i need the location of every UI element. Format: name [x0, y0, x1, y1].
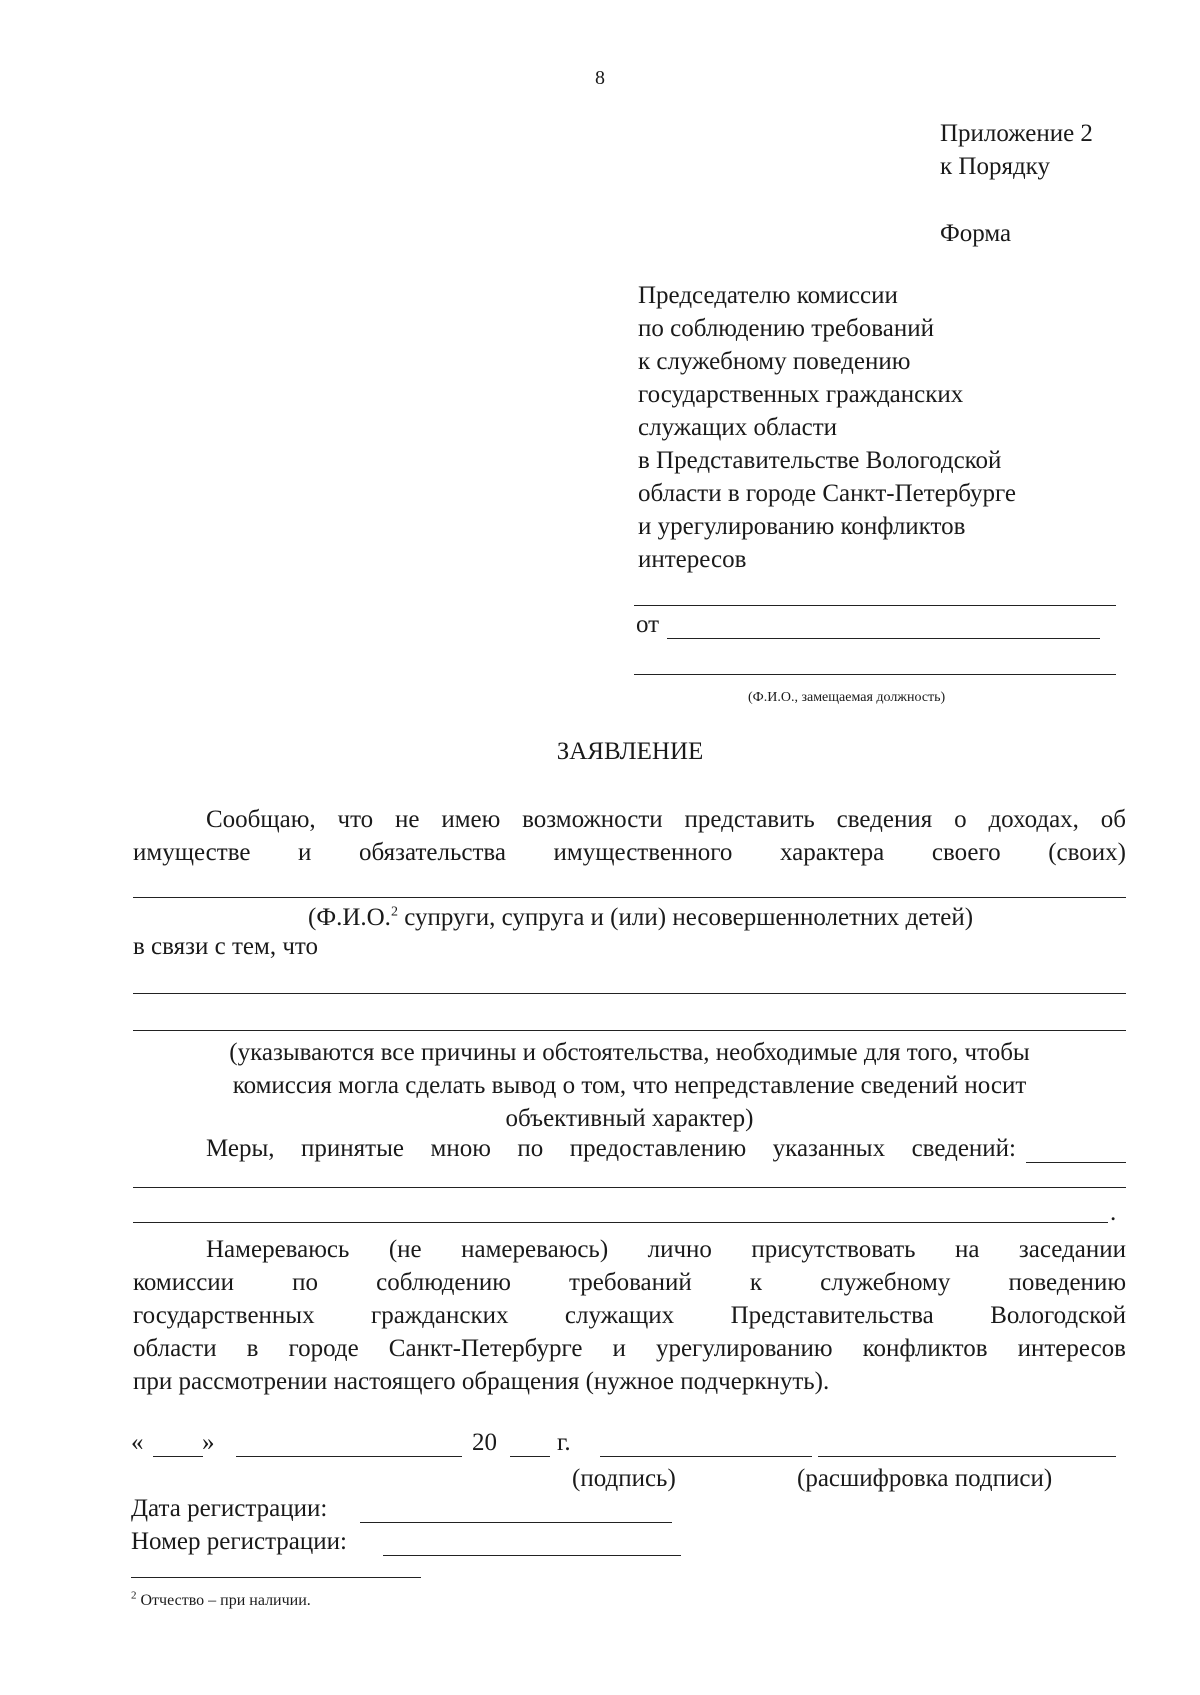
signature-caption: (подпись)	[572, 1465, 676, 1492]
reasons-line-1[interactable]	[133, 993, 1126, 994]
addressee-line: служащих области	[638, 414, 838, 441]
footnote-separator	[131, 1577, 421, 1578]
addressee-line: интересов	[638, 546, 747, 573]
fio-position-caption: (Ф.И.О., замещаемая должность)	[748, 690, 946, 705]
addressee-line: по соблюдению требований	[638, 315, 934, 342]
page-number: 8	[595, 67, 605, 89]
intent-line-2: комиссии по соблюдению требований к служебному поведению	[133, 1269, 1126, 1296]
measures-period: .	[1110, 1199, 1117, 1226]
intent-line-3: государственных гражданских служащих Представительства Вологодской	[133, 1302, 1126, 1329]
from-fio-line[interactable]	[667, 638, 1100, 639]
appendix-line-1: Приложение 2	[940, 120, 1093, 147]
fio-caption-part: супруги, супруга и (или) несовершеннолетних детей)	[397, 904, 974, 931]
addressee-blank-line-1[interactable]	[634, 605, 1116, 606]
addressee-blank-line-2[interactable]	[634, 674, 1116, 675]
date-month-line[interactable]	[236, 1456, 462, 1457]
date-quote-open: «	[131, 1429, 144, 1456]
spouse-fio-line[interactable]	[133, 897, 1126, 898]
date-year-line[interactable]	[510, 1456, 550, 1457]
addressee-line: в Представительстве Вологодской	[638, 447, 1002, 474]
date-day-line[interactable]	[153, 1456, 203, 1457]
signature-line[interactable]	[600, 1456, 812, 1457]
paragraph-1-line-2: имуществе и обязательства имущественного характера своего (своих)	[133, 839, 1126, 866]
footnote-text: Отчество – при наличии.	[136, 1592, 311, 1609]
form-label: Форма	[940, 220, 1012, 247]
document-title: ЗАЯВЛЕНИЕ	[556, 738, 704, 765]
addressee-line: области в городе Санкт-Петербурге	[638, 480, 1017, 507]
reg-date-line[interactable]	[360, 1522, 672, 1523]
paragraph-1-line-1: Сообщаю, что не имею возможности представить сведения о доходах, об	[206, 806, 1126, 833]
date-quote-close: »	[202, 1429, 215, 1456]
reg-number-label: Номер регистрации:	[131, 1528, 347, 1555]
year-suffix: г.	[557, 1429, 571, 1456]
measures-line-0[interactable]	[1026, 1162, 1126, 1163]
from-label: от	[636, 611, 660, 638]
addressee-line: государственных гражданских	[638, 381, 964, 408]
intent-line-4: области в городе Санкт-Петербурге и урегулированию конфликтов интересов	[133, 1335, 1126, 1362]
year-prefix: 20	[472, 1429, 497, 1456]
reasons-caption-line: комиссия могла сделать вывод о том, что непредставление сведений носит	[232, 1072, 1027, 1099]
reasons-line-2[interactable]	[133, 1030, 1126, 1031]
footnote-ref: 2	[390, 904, 398, 920]
signature-decode-line[interactable]	[818, 1456, 1116, 1457]
footnote	[131, 1590, 311, 1612]
signature-decode-caption: (расшифровка подписи)	[797, 1465, 1053, 1492]
addressee-line: Председателю комиссии	[638, 282, 898, 309]
addressee-line: и урегулированию конфликтов	[638, 513, 966, 540]
measures-label: Меры, принятые мною по предоставлению указанных сведений:	[206, 1135, 1016, 1162]
fio-caption-part: (Ф.И.О.	[308, 904, 391, 931]
appendix-line-2: к Порядку	[940, 153, 1050, 180]
intent-line-5: при рассмотрении настоящего обращения (нужное подчеркнуть).	[133, 1368, 830, 1395]
reg-number-line[interactable]	[383, 1555, 681, 1556]
intent-line-1: Намереваюсь (не намереваюсь) лично присутствовать на заседании	[206, 1236, 1126, 1263]
addressee-block	[638, 279, 1016, 576]
spouse-fio-caption	[308, 901, 973, 934]
reasons-caption	[133, 1036, 1126, 1135]
addressee-line: к служебному поведению	[638, 348, 911, 375]
reg-date-label: Дата регистрации:	[131, 1495, 328, 1522]
because-label: в связи с тем, что	[133, 933, 318, 960]
reasons-caption-line: (указываются все причины и обстоятельства, необходимые для того, чтобы	[229, 1039, 1030, 1066]
measures-line-1[interactable]	[133, 1187, 1126, 1188]
footnote-marker: 2	[131, 1589, 137, 1602]
reasons-caption-line: объективный характер)	[505, 1105, 754, 1132]
measures-line-2[interactable]	[133, 1222, 1108, 1223]
